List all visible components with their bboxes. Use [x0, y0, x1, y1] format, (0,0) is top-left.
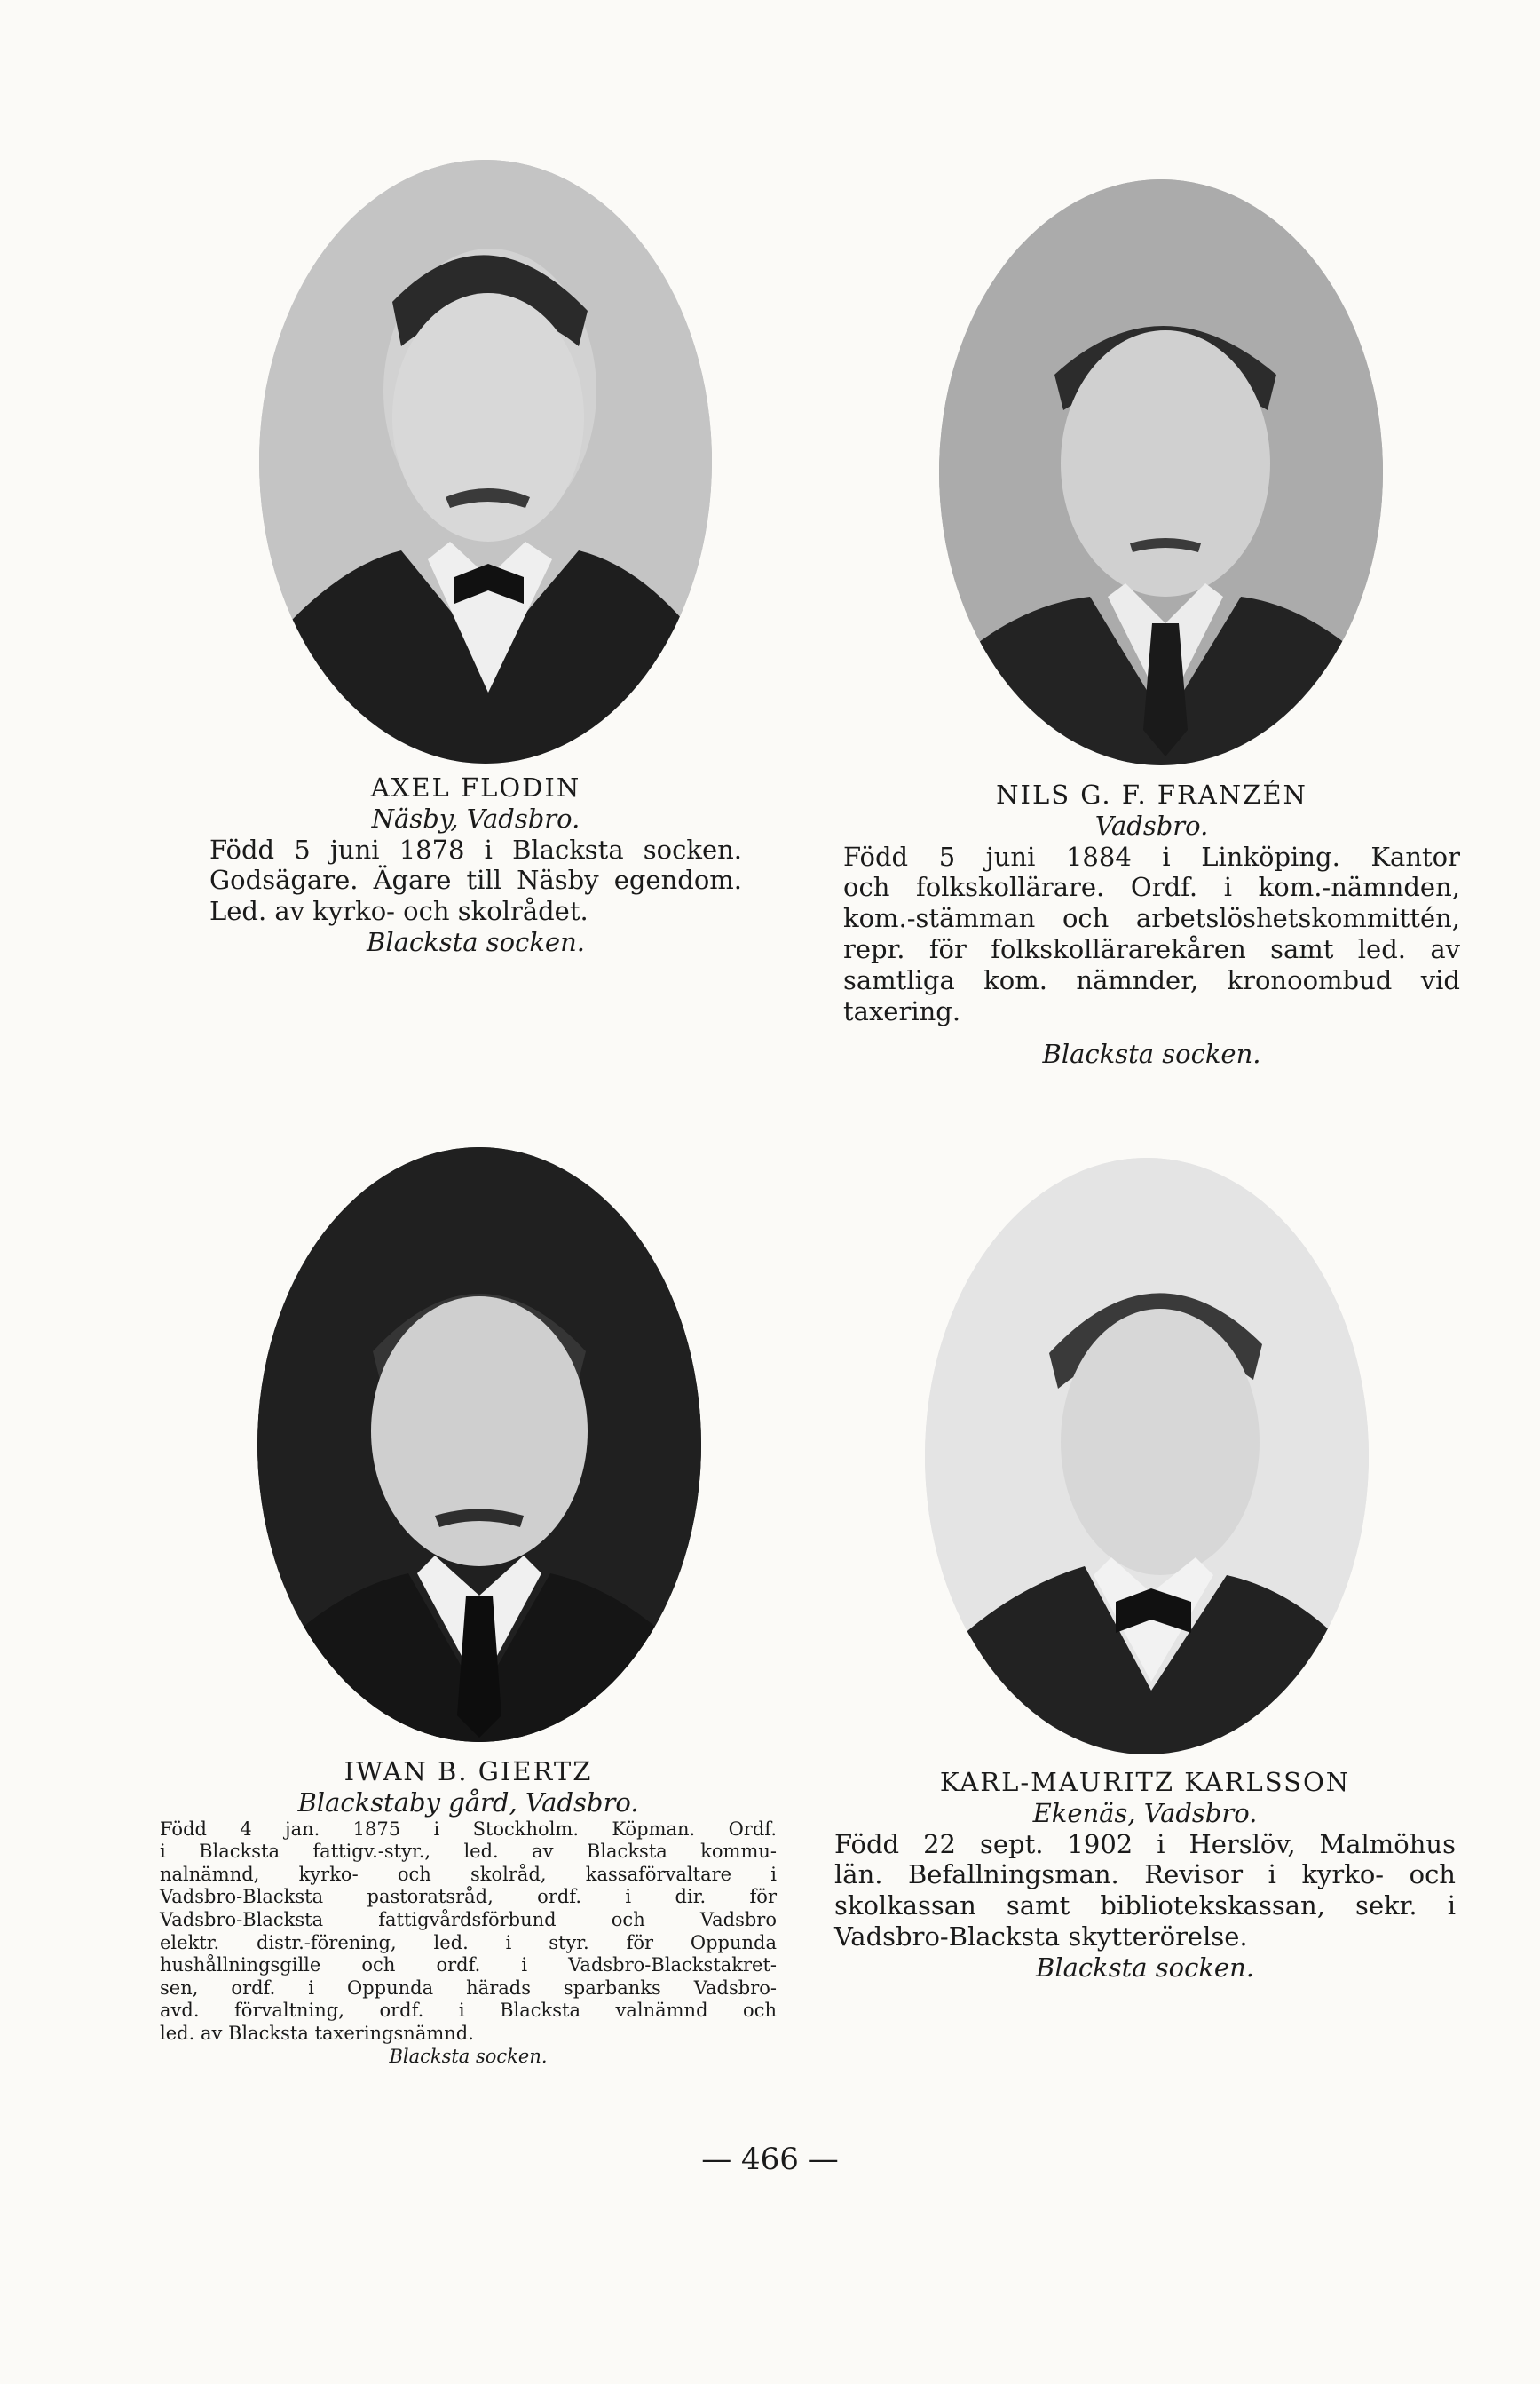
biography-line: skolkassan samt bibliotekskassan, sekr. i [834, 1890, 1456, 1921]
page-number: — 466 — [701, 2142, 839, 2177]
biography-line: samtliga kom. nämnder, kronoombud vid [843, 964, 1460, 995]
biography-line: Vadsbro-Blacksta pastoratsråd, ordf. i dir. för [160, 1886, 777, 1908]
portrait-photo [257, 1147, 701, 1742]
person-name: AXEL FLODIN [370, 772, 581, 803]
biography-line: Vadsbro-Blacksta fattigvårdsförbund och Vadsbro [160, 1909, 777, 1931]
person-residence: Vadsbro. [1094, 810, 1209, 841]
parish-label: Blacksta socken. [367, 926, 585, 957]
entry-iwan-giertz [160, 1756, 777, 2068]
biography-line: Godsägare. Ägare till Näsby egendom. [209, 865, 742, 896]
portrait-photo [925, 1158, 1369, 1754]
portrait-iwan-giertz [257, 1147, 701, 1742]
portrait-photo [939, 179, 1383, 765]
entry-axel-flodin [209, 772, 742, 958]
biography-line: avd. förvaltning, ordf. i Blacksta valnämnd och [160, 2000, 777, 2022]
portrait-karl-mauritz-karlsson [925, 1158, 1369, 1754]
person-name: NILS G. F. FRANZÉN [996, 780, 1307, 810]
biography-line: och folkskollärare. Ordf. i kom.-nämnden, [843, 872, 1460, 903]
parish-label: Blacksta socken. [1036, 1952, 1254, 1983]
biography-line: sen, ordf. i Oppunda härads sparbanks Vadsbro- [160, 1976, 777, 1999]
biography-line: repr. för folkskollärarekåren samt led. av [843, 933, 1460, 964]
biography-line: elektr. distr.-förening, led. i styr. för Oppunda [160, 1931, 777, 1953]
biography-line: nalnämnd, kyrko- och skolråd, kassaförvaltare i [160, 1863, 777, 1885]
entry-karl-mauritz-karlsson [834, 1767, 1456, 1984]
biography-line: Född 4 jan. 1875 i Stockholm. Köpman. Ordf. [160, 1818, 777, 1840]
portrait-axel-flodin [259, 160, 712, 764]
parish-label: Blacksta socken. [1042, 1039, 1261, 1070]
person-residence: Blackstaby gård, Vadsbro. [297, 1786, 639, 1818]
person-name: IWAN B. GIERTZ [344, 1756, 593, 1786]
entry-nils-franzen [843, 780, 1460, 1070]
person-residence: Näsby, Vadsbro. [371, 803, 580, 834]
biography-line: taxering. [843, 995, 961, 1026]
biography-line: led. av Blacksta taxeringsnämnd. [160, 2023, 474, 2045]
person-name: KARL-MAURITZ KARLSSON [939, 1767, 1351, 1797]
person-residence: Ekenäs, Vadsbro. [1032, 1797, 1258, 1828]
biography-line: Född 5 juni 1884 i Linköping. Kantor [843, 841, 1460, 872]
biography-line: hushållningsgille och ordf. i Vadsbro-Blackstakret- [160, 1954, 777, 1976]
biography-line: Född 22 sept. 1902 i Herslöv, Malmöhus [834, 1828, 1456, 1859]
parish-label: Blacksta socken. [389, 2045, 548, 2067]
portrait-nils-franzen [939, 179, 1383, 765]
biography-line: län. Befallningsman. Revisor i kyrko- och [834, 1859, 1456, 1890]
biography-line: i Blacksta fattigv.-styr., led. av Blacksta kommu- [160, 1841, 777, 1863]
biography-line: Led. av kyrko- och skolrådet. [209, 896, 588, 927]
biography-line: kom.-stämman och arbetslöshetskommittén, [843, 903, 1460, 934]
biography-line: Född 5 juni 1878 i Blacksta socken. [209, 834, 742, 865]
biography-line: Vadsbro-Blacksta skytterörelse. [834, 1921, 1248, 1952]
portrait-photo [259, 160, 712, 764]
